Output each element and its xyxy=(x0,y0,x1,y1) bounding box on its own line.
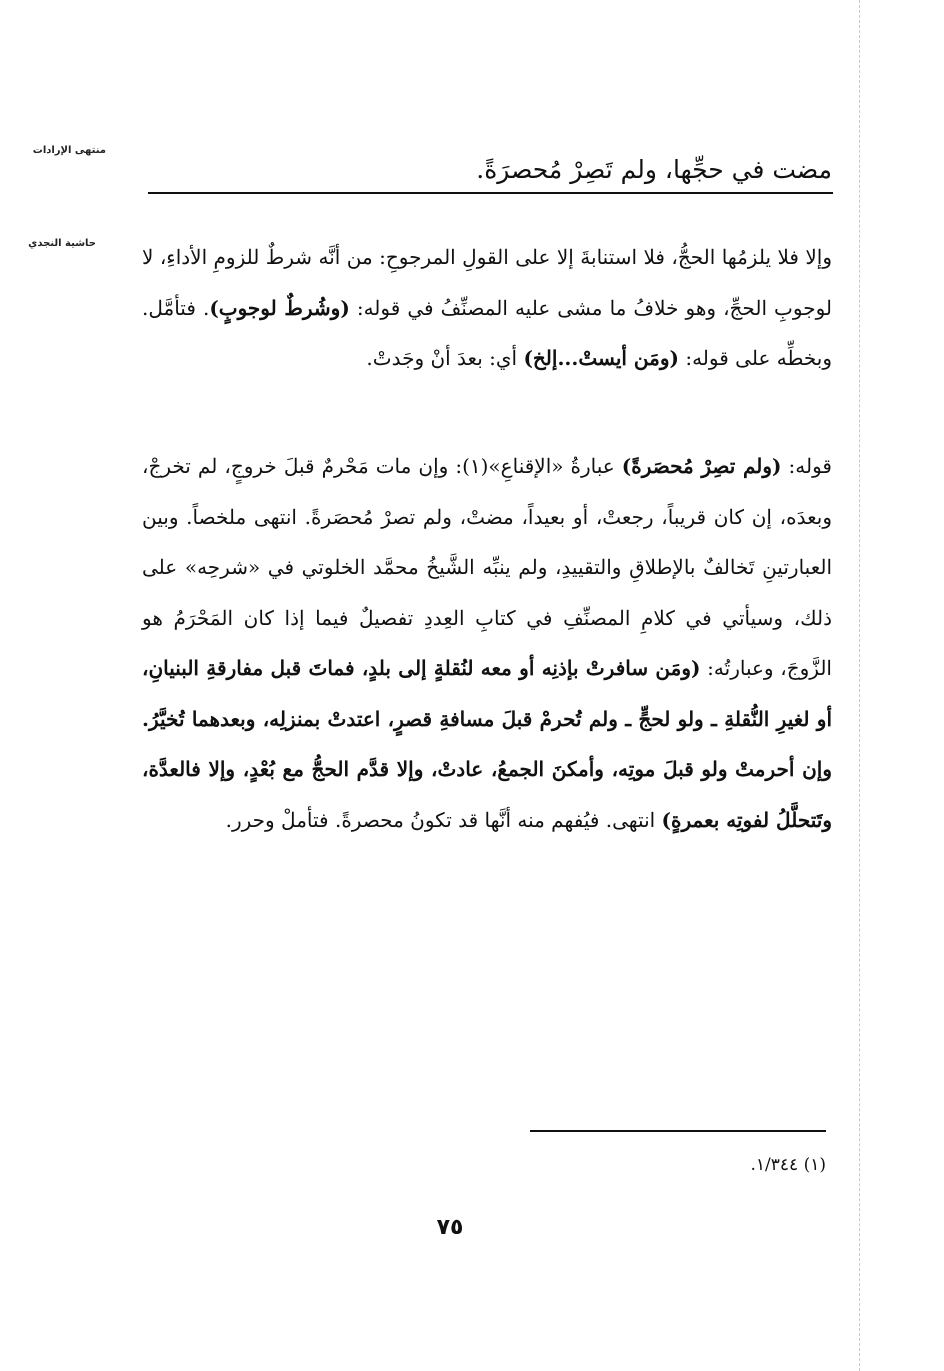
text-run: وإلا فلا يلزمُها الحجُّ، فلا استنابةَ إلا على القولِ المرجوحِ: من أنَّه شرطٌ للزومِ الأداءِ، لا لوجوبِ الحجِّ، وهو خلافُ ما مشى عليه المصنِّفُ في قوله: xyxy=(142,245,832,320)
page-edge-divider xyxy=(859,0,860,1371)
text-run: أي: بعدَ أنْ وجَدتْ. xyxy=(366,346,524,370)
quoted-text-run: (ومَن أيستْ...إلخ) xyxy=(523,346,679,370)
quoted-text-run: (ولم تصِرْ مُحصَرةً) xyxy=(621,454,782,478)
footnote-rule xyxy=(530,1130,826,1132)
text-run: انتهى. فيُفهم منه أنَّها قد تكونُ محصرةً. فتأملْ وحرر. xyxy=(225,807,662,832)
running-header: مضت في حجِّها، ولم تَصِرْ مُحصرَةً. xyxy=(476,155,832,184)
side-label-commentary-title: حاشية النجدي xyxy=(28,238,96,249)
text-run: قوله: xyxy=(781,454,832,478)
side-label-book-title: منتهى الإرادات xyxy=(32,145,106,156)
quoted-text-run: (وشُرطٌ لوجوبٍ) xyxy=(209,295,350,320)
footnote: (١) ١/٣٤٤. xyxy=(750,1155,826,1175)
text-run: . فتأمَّل. وبخطِّه على قوله: xyxy=(142,295,832,370)
paragraph-1 xyxy=(142,232,832,384)
text-run: عبارةُ «الإقناعِ»(١): وإن مات مَحْرمٌ قبلَ خروجٍ، لم تخرجْ، وبعدَه، إن كان قريباً، رجعتْ، أو بعيداً، مضتْ، ولم تصرْ مُحصَرةً. انتهى ملخصاً. وبين العبارتينِ تَخالفٌ بالإطلاقِ والتقييدِ، ولم ينبِّه الشَّيخُ محمَّد الخلوتي في «شرحِه» على ذلك، وسيأتي في كلامِ المصنِّفِ في كتابِ العِددِ تفصيلٌ فيما إذا كان المَحْرَمُ هو الزَّوجَ، وعبارتُه: xyxy=(142,454,832,680)
paragraph-2 xyxy=(142,441,832,845)
page-number: ٧٥ xyxy=(436,1215,464,1240)
header-rule xyxy=(148,192,833,194)
quoted-text-run: (ومَن سافرتْ بإذنِه أو معه لنُقلةٍ إلى بلدٍ، فماتَ قبل مفارقةِ البنيانِ، أو لغيرِ النُّقلةِ ـ ولو لحجٍّ ـ ولم تُحرمْ قبلَ مسافةِ قصرٍ، اعتدتْ بمنزلِه، وبعدهما تُخيَّرُ. وإن أحرمتْ ولو قبلَ موتِه، وأمكنَ الجمعُ، عادتْ، وإلا قدَّم الحجُّ مع بُعْدٍ، وإلا فالعدَّة، وتَتحلَّلُ لفوتِه بعمرةٍ) xyxy=(142,656,832,832)
